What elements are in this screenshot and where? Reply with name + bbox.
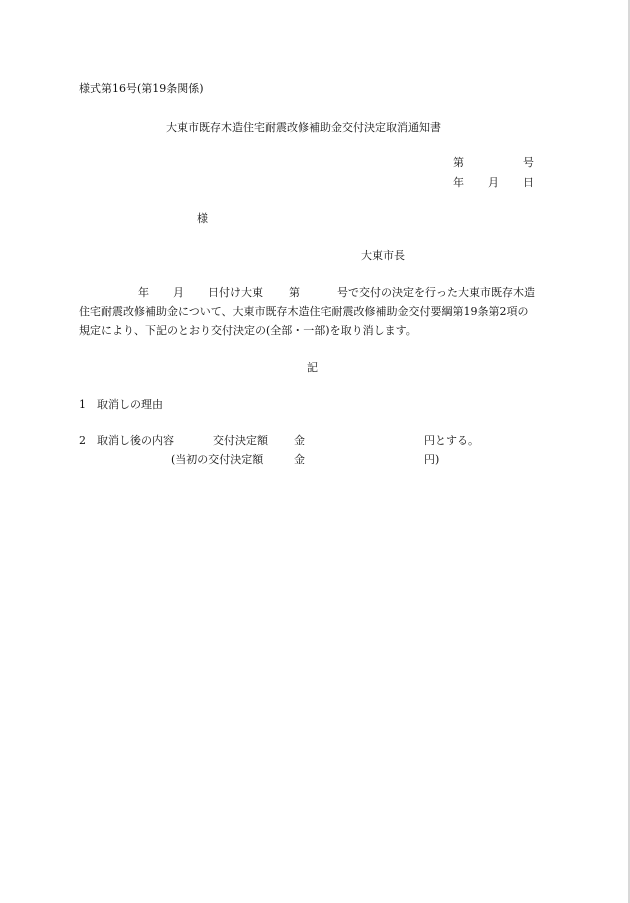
body-line1-rest: 号で交付の決定を行った大東市既存木造 — [337, 286, 535, 299]
date-year: 年 — [453, 176, 464, 189]
body-month: 月 — [173, 286, 184, 299]
item2-original-label: (当初の交付決定額 — [171, 453, 264, 466]
ref-number-dai: 第 — [453, 156, 464, 169]
body-year: 年 — [138, 286, 149, 299]
ref-number-go: 号 — [523, 156, 534, 169]
item2-kin: 金 — [294, 434, 305, 447]
item2-number: 2 — [79, 434, 86, 447]
body-day-text: 日付け大東 — [208, 286, 263, 299]
item2-amount-label: 交付決定額 — [213, 434, 268, 447]
ki-heading: 記 — [307, 361, 318, 374]
body-dai: 第 — [289, 286, 300, 299]
item2-original-yen: 円) — [424, 453, 440, 466]
body-line3: 規定により、下記のとおり交付決定の(全部・一部)を取り消します。 — [79, 324, 417, 337]
sender-name: 大東市長 — [361, 249, 405, 262]
item2-original-kin: 金 — [294, 453, 305, 466]
item1-number: 1 — [79, 398, 86, 411]
date-day: 日 — [523, 176, 534, 189]
date-month: 月 — [488, 176, 499, 189]
item2-text: 取消し後の内容 — [97, 434, 174, 447]
document-title: 大東市既存木造住宅耐震改修補助金交付決定取消通知書 — [166, 121, 441, 134]
addressee-suffix: 様 — [197, 212, 208, 225]
body-line2: 住宅耐震改修補助金について、大東市既存木造住宅耐震改修補助金交付要綱第19条第2項の — [79, 305, 529, 318]
item2-yen: 円とする。 — [424, 434, 479, 447]
item1-text: 取消しの理由 — [97, 398, 163, 411]
form-number: 様式第16号(第19条関係) — [79, 82, 204, 95]
